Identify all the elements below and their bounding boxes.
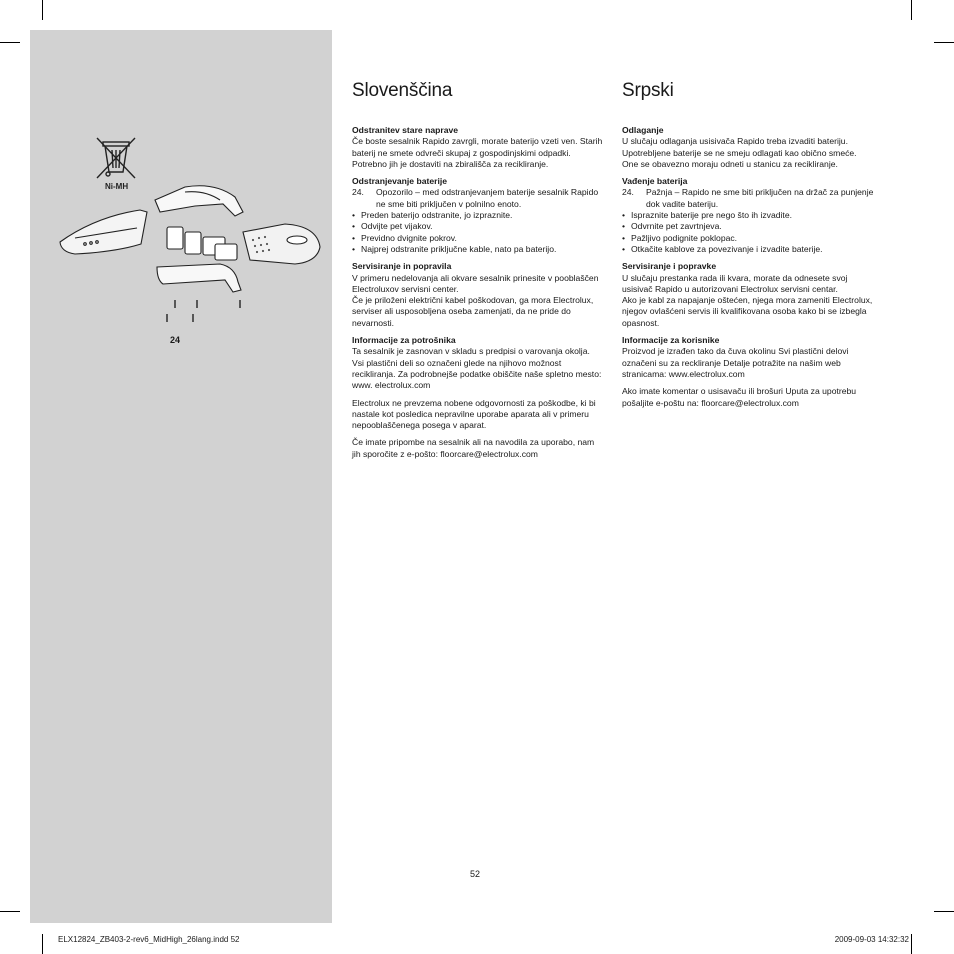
heading-service: Servisiranje i popravke [622,261,717,272]
heading-service: Servisiranje in popravila [352,261,452,272]
crop-mark [934,42,954,43]
paragraph: Ta sesalnik je zasnovan v skladu s predpisi o varovanja okolja. Vsi plastični deli so označeni glede na njihovo možnost recikliranja. Za podrobnejše podatke obiščite naše spletno mesto: www. electrolux.com [352,346,602,391]
footer-filename: ELX12824_ZB403-2-rev6_MidHigh_26lang.indd 52 [58,935,240,944]
list-item: • Odvijte pet vijakov. [352,221,604,232]
figure-number: 24 [170,335,181,345]
paragraph: Če boste sesalnik Rapido zavrgli, morate baterijo vzeti ven. Starih baterij ne smete odvreči skupaj z gospodinjskimi odpadki. Potrebno jih je dostaviti na zbirališča za recikliranje. [352,136,603,169]
section-title-slovenian: Slovenščina [352,80,453,101]
crop-mark [911,0,912,20]
heading-battery-removal: Vađenje baterija [622,176,688,187]
bullet-list [352,210,604,255]
list-item: • Ispraznite baterije pre nego što ih izvadite. [622,210,874,221]
crop-mark [911,934,912,954]
list-item: • Previdno dvignite pokrov. [352,233,604,244]
list-item: • Najprej odstranite priključne kable, nato pa baterijo. [352,244,604,255]
paragraph: Proizvod je izrađen tako da čuva okolinu Svi plastični delovi označeni su za reckliranje Detalje potražite na našim web stranicama: www.electrolux.com [622,346,849,379]
paragraph: Če je priloženi električni kabel poškodovan, ga mora Electrolux, serviser ali usposobljena oseba zamenjati, da ne pride do nevarnosti. [352,295,594,328]
list-item: • Otkačite kablove za povezivanje i izvadite baterije. [622,244,874,255]
list-item: • Preden baterijo odstranite, jo izpraznite. [352,210,604,221]
battery-removal-illustration [55,132,330,347]
crop-mark [934,911,954,912]
item-number: 24. [622,187,634,198]
top-cover-icon [155,186,243,216]
paragraph: Če imate pripombe na sesalnik ali na navodila za uporabo, nam jih sporočite z e-pošto: floorcare@electrolux.com [352,437,595,459]
crossed-bin-icon [97,138,135,178]
footer-timestamp: 2009-09-03 14:32:32 [834,935,909,944]
bullet-list [622,210,874,255]
vacuum-body-icon [60,210,147,254]
paragraph: Ako je kabl za napajanje oštećen, njega mora zameniti Electrolux, njegov ovlašćeni servis ili kvalifikovana osoba kako bi se izbegla opasnost. [622,295,873,328]
heading-consumer-info: Informacije za potrošnika [352,335,456,346]
paragraph: U slučaju odlaganja usisivača Rapido treba izvaditi bateriju. Upotrebljene baterije se ne smeju odlagati kao obično smeće. One se obavezno moraju odneti u stanicu za recikliranje. [622,136,857,169]
battery-pack-icon [167,227,237,260]
item-number: 24. [352,187,364,198]
paragraph: U slučaju prestanka rada ili kvara, morate da odnesete svoj usisivač Rapido u autorizovani Electrolux servisni centar. [622,272,848,294]
screws-icon [167,300,240,322]
svg-text:Ni-MH: Ni-MH [105,182,129,191]
list-item: • Pažljivo podignite poklopac. [622,233,874,244]
crop-mark [42,0,43,20]
paragraph: Ako imate komentar o usisavaču ili brošuri Uputa za upotrebu pošaljite e-poštu na: floorcare@electrolux.com [622,386,857,408]
crop-mark [0,42,20,43]
bottom-housing-icon [157,264,241,292]
heading-disposal: Odstranitev stare naprave [352,125,459,135]
section-title-serbian: Srpski [622,80,674,101]
heading-battery-removal: Odstranjevanje baterije [352,176,448,187]
crop-mark [0,911,20,912]
item-text: Opozorilo – med odstranjevanjem baterije sesalnik Rapido ne sme biti priključen v polnilno enoto. [376,187,599,209]
numbered-item [352,187,604,210]
paragraph: Electrolux ne prevzema nobene odgovornosti za poškodbe, ki bi nastale kot posledica nepravilne uporabe aparata ali v primeru nepooblaščenega posega v aparat. [352,397,596,431]
heading-consumer-info: Informacije za korisnike [622,335,720,346]
paragraph: V primeru nedelovanja ali okvare sesalnik prinesite v pooblaščen Electroluxov servisni center. [352,272,599,294]
list-item: • Odvrnite pet zavrtnjeva. [622,221,874,232]
item-text: Pažnja – Rapido ne sme biti priključen na držač za punjenje dok vadite bateriju. [646,187,874,209]
page-number: 52 [470,869,481,879]
serbian-column [622,80,874,415]
slovenian-column [352,80,604,466]
crop-mark [42,934,43,954]
heading-disposal: Odlaganje [622,125,664,135]
motor-unit-icon [243,224,320,264]
numbered-item [622,187,874,210]
